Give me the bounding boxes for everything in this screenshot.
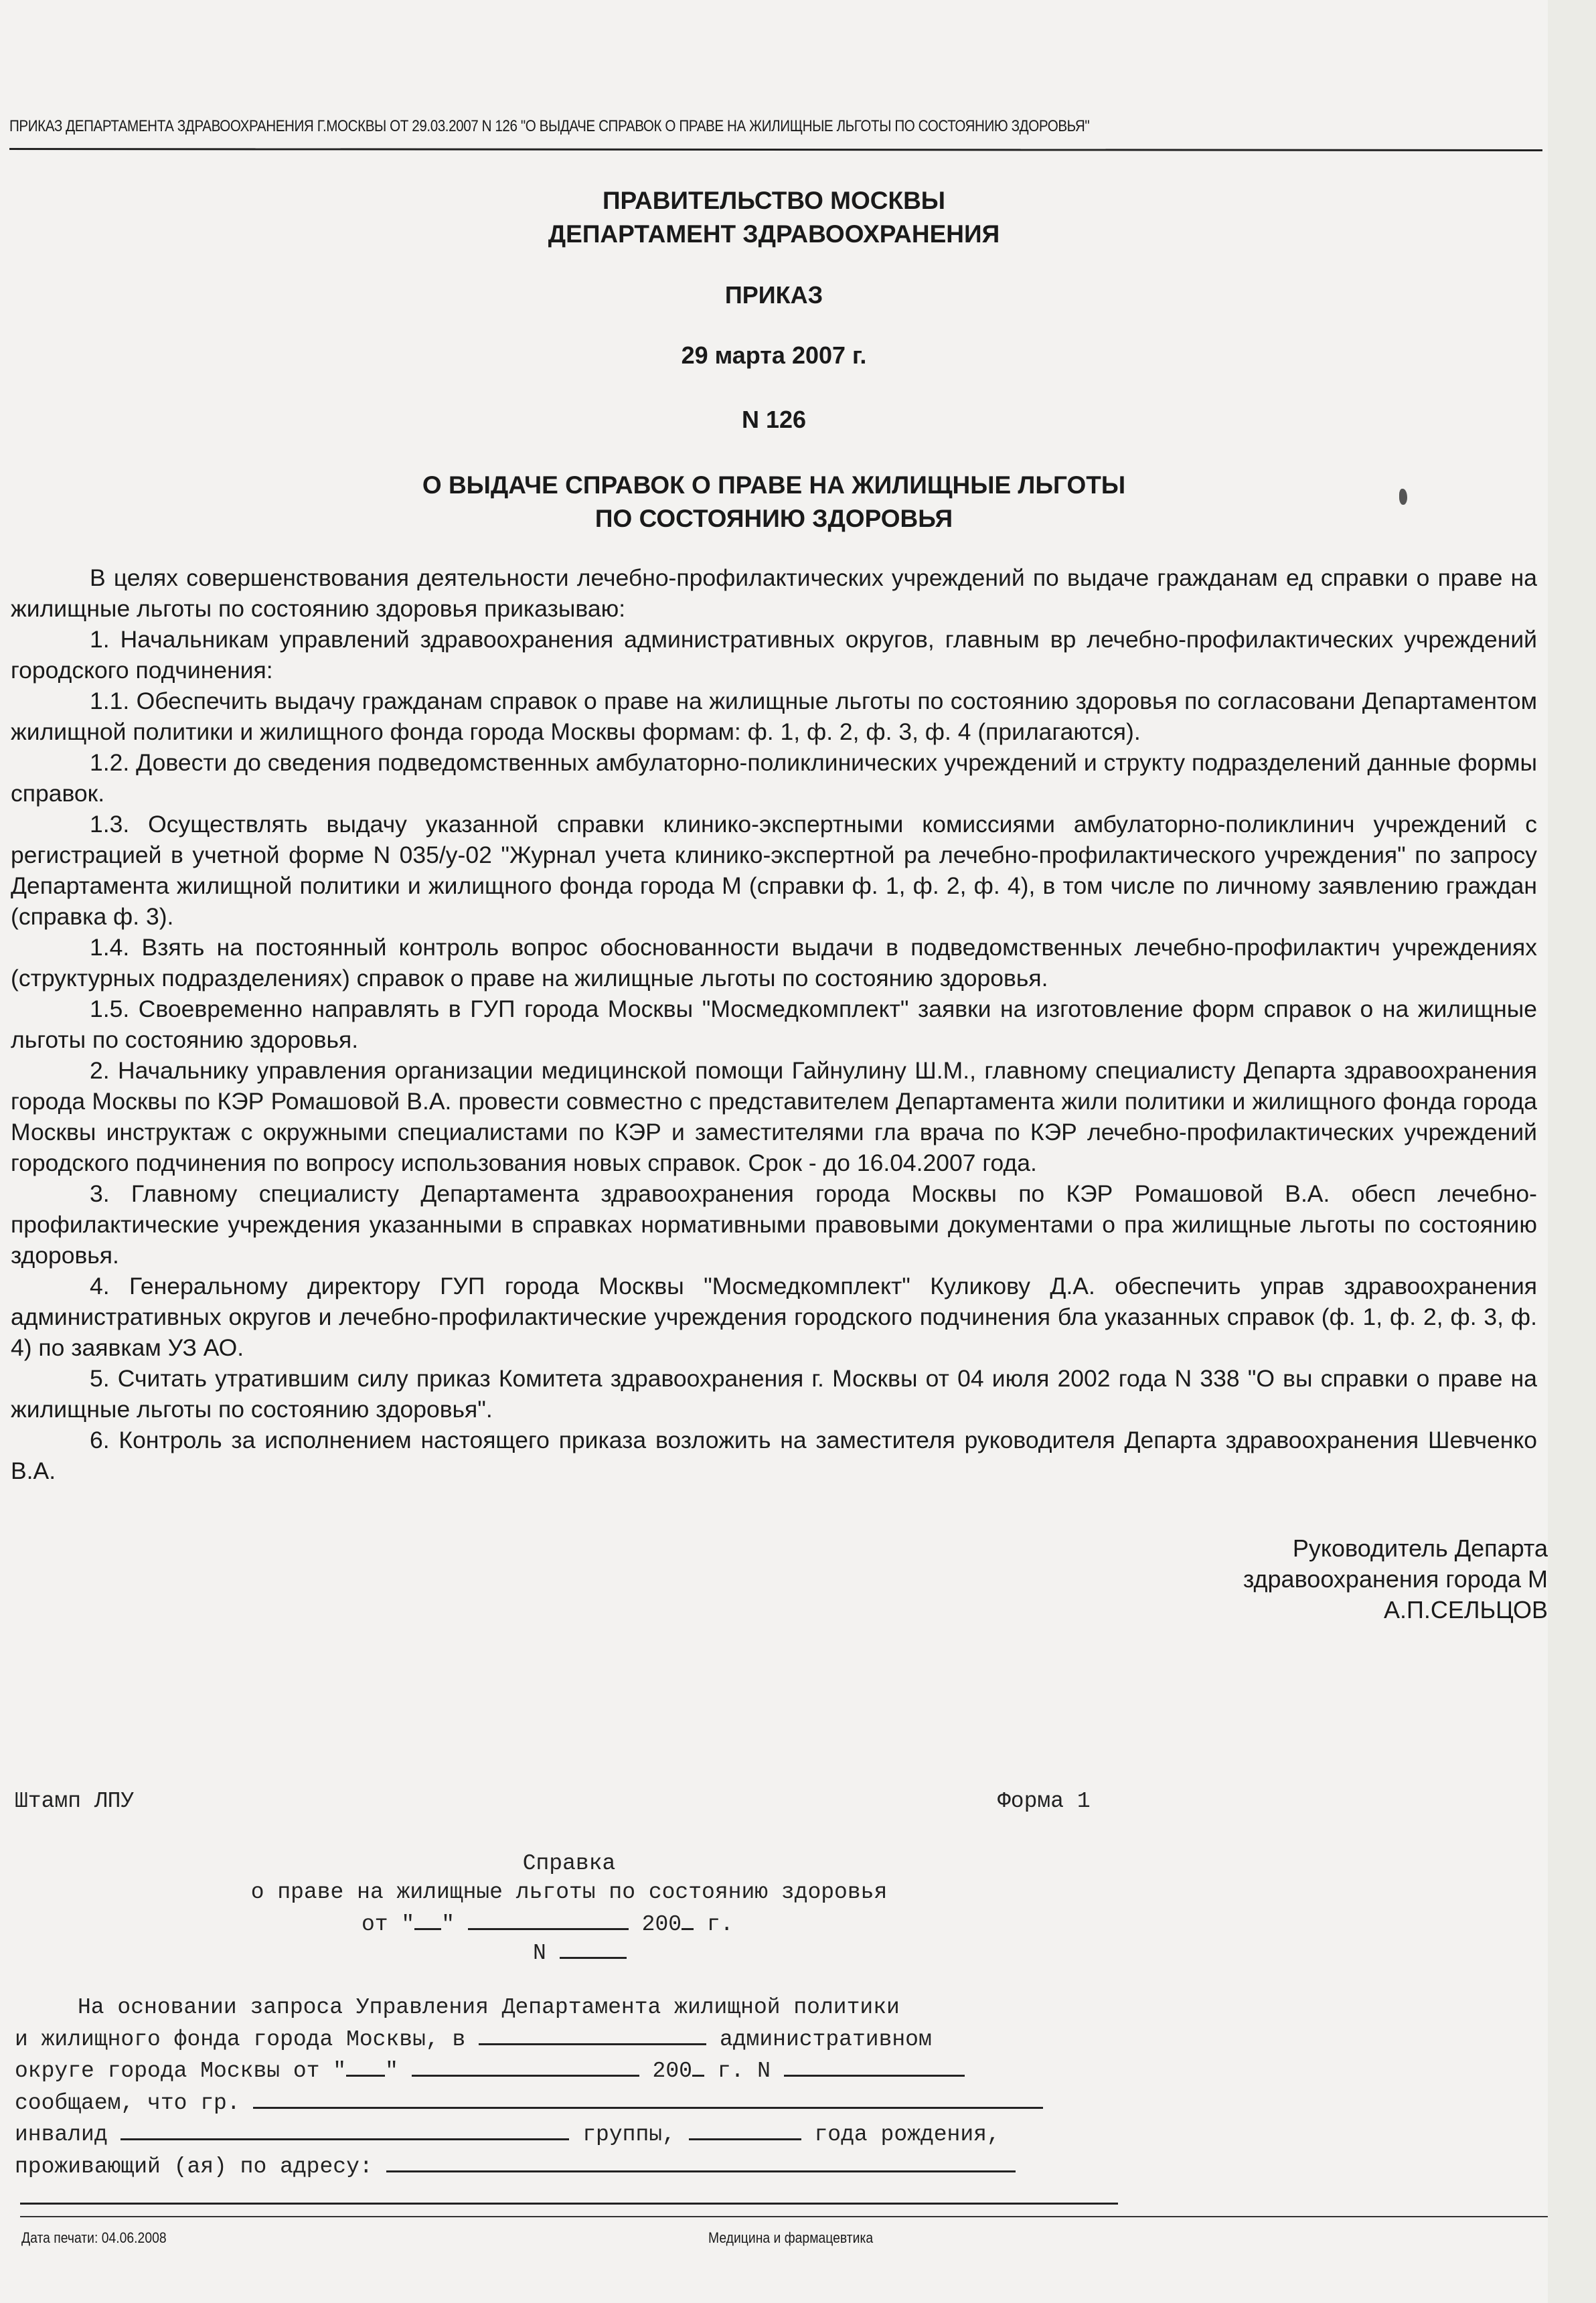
form-line-3-n: г. N [717, 2059, 771, 2083]
clause-2: 2. Начальнику управления организации медицинской помощи Гайнулину Ш.М., главному специалисту Департа здравоохранения города Москвы по КЭР Ромашовой В.А. провести совместно с представителем Департамента жили политики и жилищного фонда города Москвы инструктаж с окружными специалистами по КЭР и заместителями гла врача по КЭР лечебно-профилактических учреждений городского подчинения по вопросу использования новых справок. Срок - до 16.04.2007 года. [11, 1057, 1537, 1176]
form-line-5-end: года рождения, [814, 2122, 1000, 2147]
issuer-line-1: ПРАВИТЕЛЬСТВО МОСКВЫ [602, 187, 946, 214]
form-line-2-end: административном [719, 2027, 932, 2052]
disability-blank[interactable] [121, 2118, 569, 2140]
address-continuation-rule [20, 2203, 1118, 2205]
clause-6: 6. Контроль за исполнением настоящего приказа возложить на заместителя руководителя Департа здравоохранения Шевченко В.А. [11, 1427, 1537, 1484]
signatory-name: А.П.СЕЛЬЦОВ [1383, 1596, 1548, 1623]
running-header: ПРИКАЗ ДЕПАРТАМЕНТА ЗДРАВООХРАНЕНИЯ Г.МОСКВЫ ОТ 29.03.2007 N 126 "О ВЫДАЧЕ СПРАВОК О ПРАВЕ НА ЖИЛИЩНЫЕ ЛЬГОТЫ ПО СОСТОЯНИЮ ЗДОРОВЬЯ" [9, 117, 1090, 135]
certificate-subtitle: о праве на жилищные льготы по состоянию здоровья [250, 1880, 888, 1905]
document-title [0, 469, 1548, 536]
preamble: В целях совершенствования деятельности лечебно-профилактических учреждений по выдаче гражданам ед справки о праве на жилищные льготы по состоянию здоровья приказываю: [11, 564, 1537, 622]
form-line-2-text: и жилищного фонда города Москвы, в [15, 2027, 466, 2052]
clause-1-5: 1.5. Своевременно направлять в ГУП города Москвы "Мосмедкомплект" заявки на изготовление форм справок о на жилищные льготы по состоянию здоровья. [11, 996, 1537, 1053]
order-body [11, 562, 1537, 1526]
month-blank[interactable] [468, 1908, 629, 1930]
print-date: Дата печати: 04.06.2008 [21, 2229, 167, 2246]
document-number: N 126 [741, 406, 807, 433]
certificate-number-line [533, 1937, 627, 1966]
certificate-body [15, 1993, 1119, 2182]
certificate-title: Справка [522, 1851, 616, 1876]
form-line-1: На основании запроса Управления Департамента жилищной политики [78, 1995, 900, 2020]
request-year-blank[interactable] [692, 2055, 704, 2077]
clause-1-2: 1.2. Довести до сведения подведомственных амбулаторно-поликлинических учреждений и структу подразделений данные формы справок. [11, 749, 1537, 807]
scan-edge [1548, 0, 1596, 2303]
number-blank[interactable] [560, 1937, 627, 1959]
request-month-blank[interactable] [412, 2055, 639, 2077]
day-blank[interactable] [414, 1908, 441, 1930]
title-line-2: ПО СОСТОЯНИЮ ЗДОРОВЬЯ [594, 505, 953, 532]
request-number-blank[interactable] [784, 2055, 965, 2077]
clause-3: 3. Главному специалисту Департамента здравоохранения города Москвы по КЭР Ромашовой В.А. обесп лечебно-профилактические учреждения указанными в справках нормативными правовыми документами о пра жилищные льготы по состоянию здоровья. [11, 1180, 1537, 1269]
form-line-3-quote: " [385, 2059, 398, 2083]
district-blank[interactable] [479, 2023, 706, 2045]
form-line-4 [15, 2087, 1119, 2119]
clause-1-3: 1.3. Осуществлять выдачу указанной справки клинико-экспертными комиссиями амбулаторно-поликлинич учреждений с регистрацией в учетной форме N 035/у-02 "Журнал учета клинико-экспертной ра лечебно-профилактического учреждения" по запросу Департамента жилищной политики и жилищного фонда города М (справки ф. 1, ф. 2, ф. 4), в том числе по личному заявлению граждан (справка ф. 3). [11, 811, 1537, 930]
footer-rule [20, 2216, 1548, 2217]
request-day-blank[interactable] [346, 2055, 385, 2077]
form-line-6-text: проживающий (ая) по адресу: [15, 2154, 373, 2179]
signatory-title-2: здравоохранения города М [1243, 1565, 1548, 1593]
citizen-name-blank[interactable] [253, 2087, 1043, 2109]
form-number: Форма 1 [998, 1789, 1091, 1814]
year-suffix: г. [706, 1912, 734, 1937]
document-type: ПРИКАЗ [724, 281, 823, 309]
issuer-heading [0, 184, 1548, 251]
clause-1-4: 1.4. Взять на постоянный контроль вопрос обоснованности выдачи в подведомственных лечебно-профилактич учреждениях (структурных подразделениях) справок о праве на жилищные льготы по состоянию здоровья. [11, 934, 1537, 991]
clause-1: 1. Начальникам управлений здравоохранения административных округов, главным вр лечебно-профилактических учреждений городского подчинения: [11, 626, 1537, 684]
clause-1-1: 1.1. Обеспечить выдачу гражданам справок о праве на жилищные льготы по состоянию здоровья по согласовани Департаментом жилищной политики и жилищного фонда города Москвы формам: ф. 1, ф. 2, ф. 3, ф. 4 (прилагаются). [11, 688, 1537, 745]
stamp-label: Штамп ЛПУ [15, 1789, 135, 1814]
year-prefix: 200 [641, 1912, 682, 1937]
form-line-4-text: сообщаем, что гр. [15, 2090, 240, 2116]
footer-source: Медицина и фармацевтика [708, 2229, 874, 2246]
date-quote: " [441, 1912, 455, 1937]
document-date: 29 марта 2007 г. [681, 341, 867, 369]
form-line-5-group: группы, [582, 2122, 675, 2147]
title-line-1: О ВЫДАЧЕ СПРАВОК О ПРАВЕ НА ЖИЛИЩНЫЕ ЛЬГОТЫ [422, 471, 1126, 499]
form-line-5 [15, 2118, 1119, 2150]
form-line-2 [15, 2023, 1119, 2055]
form-line-6 [15, 2150, 1119, 2182]
issuer-line-2: ДЕПАРТАМЕНТ ЗДРАВООХРАНЕНИЯ [548, 220, 1000, 248]
address-blank[interactable] [386, 2150, 1016, 2172]
form-line-5-text: инвалид [15, 2122, 108, 2147]
form-line-3-year: 200 [652, 2059, 692, 2083]
certificate-date-line [362, 1908, 734, 1937]
year-blank[interactable] [682, 1908, 694, 1930]
signature-block [1243, 1533, 1548, 1625]
form-line-3 [15, 2055, 1119, 2087]
clause-5: 5. Считать утратившим силу приказ Комитета здравоохранения г. Москвы от 04 июля 2002 года N 338 "О вы справки о праве на жилищные льготы по состоянию здоровья". [11, 1365, 1537, 1423]
number-prefix: N [533, 1941, 546, 1966]
birth-year-blank[interactable] [689, 2118, 801, 2140]
date-prefix: от " [362, 1912, 415, 1937]
form-line-3-text: округе города Москвы от " [15, 2059, 347, 2083]
signatory-title-1: Руководитель Департа [1292, 1534, 1548, 1562]
clause-4: 4. Генеральному директору ГУП города Москвы "Мосмедкомплект" Куликову Д.А. обеспечить управ здравоохранения административных округов и лечебно-профилактические учреждения городского подчинения бла указанных справок (ф. 1, ф. 2, ф. 3, ф. 4) по заявкам УЗ АО. [11, 1273, 1537, 1361]
scan-speck [1399, 489, 1407, 505]
